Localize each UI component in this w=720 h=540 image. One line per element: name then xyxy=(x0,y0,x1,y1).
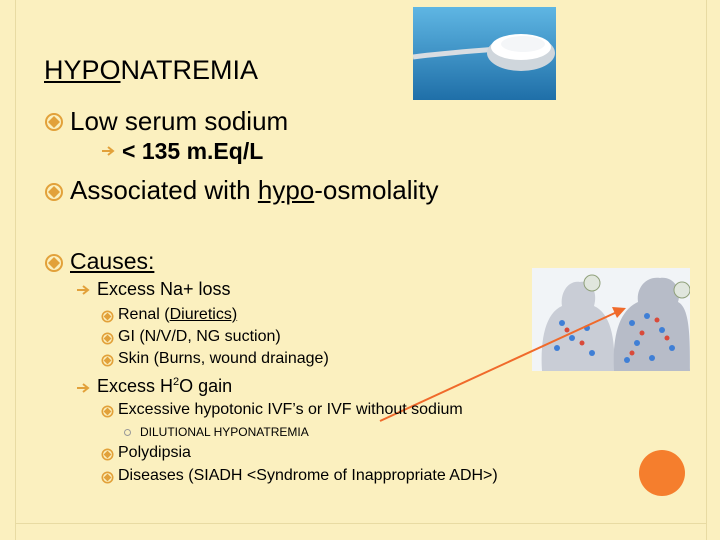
bullet-skin: Skin (Burns, wound drainage) xyxy=(118,350,329,367)
bullet-gi: GI (N/V/D, NG suction) xyxy=(118,328,281,345)
arrow-bullet-icon xyxy=(102,146,116,156)
open-diamond-bullet-icon xyxy=(44,112,64,132)
bullet-causes: Causes: xyxy=(70,248,155,274)
bullet-na-loss: Excess Na+ loss xyxy=(97,279,231,299)
open-diamond-bullet-icon xyxy=(101,448,114,461)
bullet-excessive: Excessive hypotonic IVF’s or IVF without sodium xyxy=(118,401,463,418)
renal-pre: Renal ( xyxy=(118,306,170,323)
bullet-renal xyxy=(118,306,237,324)
slide-title xyxy=(44,52,258,88)
assoc-hypo: hypo xyxy=(257,175,315,205)
open-diamond-bullet-icon xyxy=(44,182,64,202)
arrow-bullet-icon xyxy=(77,285,91,295)
accent-circle xyxy=(639,450,685,496)
renal-diuretics: Diuretics) xyxy=(169,306,238,323)
open-diamond-bullet-icon xyxy=(44,253,64,273)
bullet-associated xyxy=(70,175,439,206)
open-diamond-bullet-icon xyxy=(101,354,114,367)
open-diamond-bullet-icon xyxy=(101,405,114,418)
small-circle-bullet-icon xyxy=(124,429,131,436)
arrow-bullet-icon xyxy=(77,383,91,393)
h2o-pre: Excess H xyxy=(97,376,174,396)
title-rest: NATREMIA xyxy=(120,55,259,85)
bullet-diseases: Diseases (SIADH <Syndrome of Inappropriate ADH>) xyxy=(118,467,498,484)
bullet-dilutional: DILUTIONAL HYPONATREMIA xyxy=(140,425,309,439)
title-hypo: HYPO xyxy=(44,55,121,85)
bullet-polydipsia: Polydipsia xyxy=(118,444,191,461)
assoc-post: -osmolality xyxy=(314,175,439,205)
bullet-lt135: < 135 m.Eq/L xyxy=(122,138,264,164)
h2o-sup: 2 xyxy=(173,376,180,388)
h2o-post: O gain xyxy=(179,376,233,396)
open-diamond-bullet-icon xyxy=(101,310,114,323)
bullet-h2o-gain xyxy=(97,376,232,397)
open-diamond-bullet-icon xyxy=(101,471,114,484)
open-diamond-bullet-icon xyxy=(101,332,114,345)
assoc-pre: Associated with xyxy=(70,175,258,205)
bullet-low-serum: Low serum sodium xyxy=(70,106,289,136)
